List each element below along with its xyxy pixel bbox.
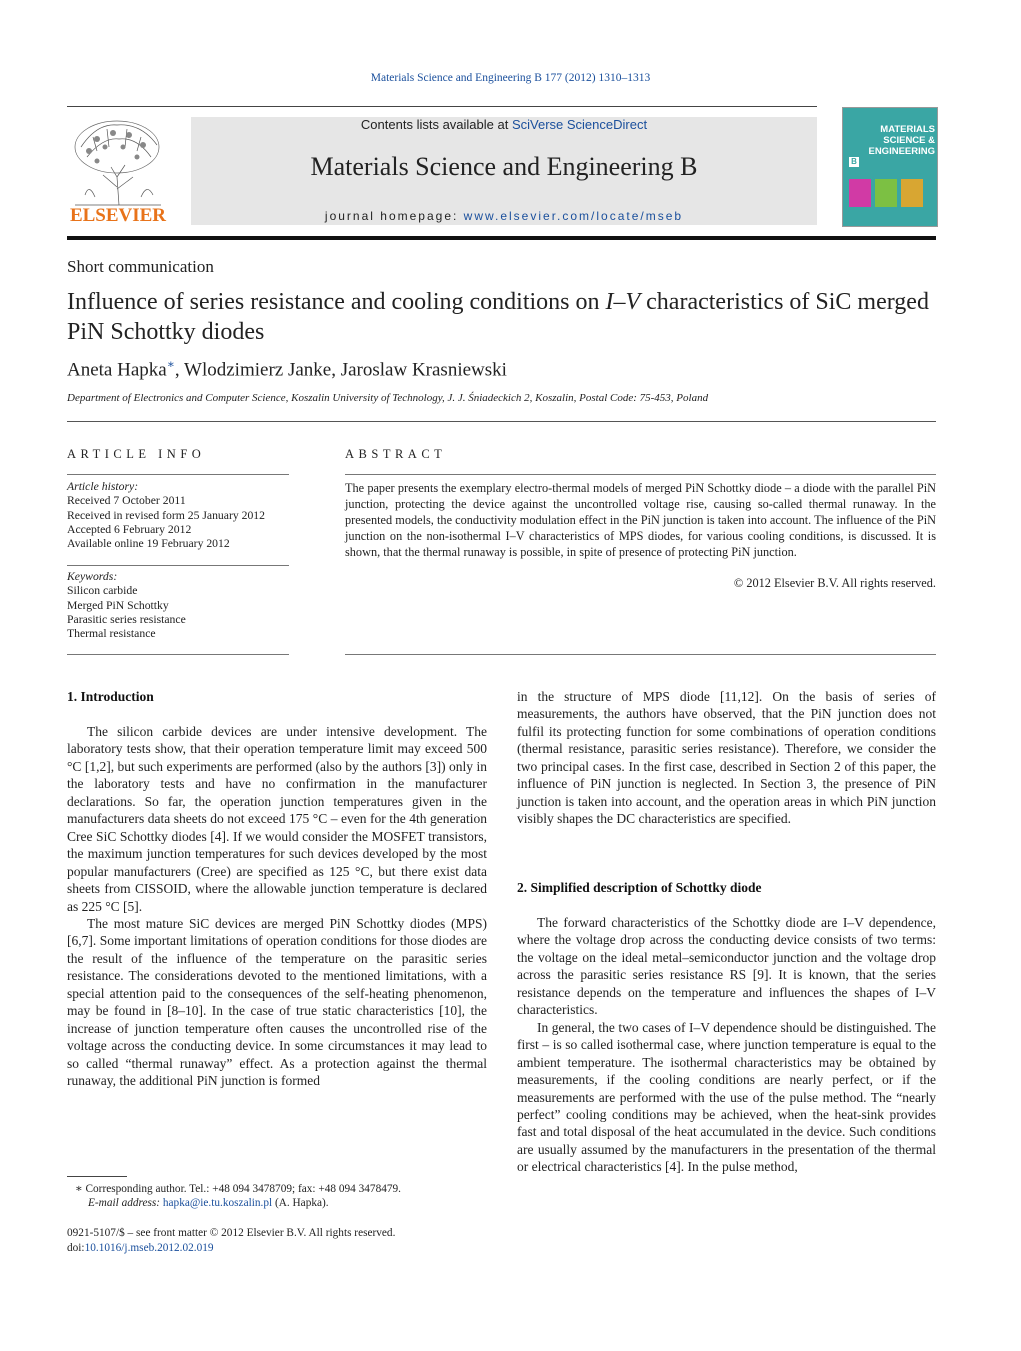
email-link[interactable]: hapka@ie.tu.koszalin.pl xyxy=(162,1197,273,1209)
keywords-rule xyxy=(67,565,289,566)
history-label: Article history: xyxy=(67,480,139,493)
email-suffix: (A. Hapka). xyxy=(272,1197,329,1209)
article-info-rule xyxy=(67,474,289,475)
keyword: Merged PiN Schottky xyxy=(67,598,169,612)
cover-picture xyxy=(901,179,923,207)
history-item: Received 7 October 2011 xyxy=(67,494,186,508)
title-part: characteristics of SiC merged PiN Schottky diodes xyxy=(67,289,929,345)
homepage-prefix: journal homepage: xyxy=(324,209,464,223)
abstract-bottom-rule xyxy=(345,654,936,655)
author-name: Aneta Hapka xyxy=(67,359,167,381)
contents-line xyxy=(191,117,817,132)
cover-letter: B xyxy=(849,157,859,167)
article-history xyxy=(67,480,307,551)
copyright: © 2012 Elsevier B.V. All rights reserved. xyxy=(733,576,936,590)
doi-line xyxy=(67,1241,497,1256)
keyword: Parasitic series resistance xyxy=(67,612,186,626)
homepage-link[interactable]: www.elsevier.com/locate/mseb xyxy=(463,209,684,223)
title-iv: I–V xyxy=(605,289,641,315)
header-thick-rule xyxy=(67,236,936,240)
section-heading: 2. Simplified description of Schottky diode xyxy=(517,880,762,895)
cover-title-line: ENGINEERING xyxy=(868,146,935,157)
history-item: Accepted 6 February 2012 xyxy=(67,522,192,536)
paragraph: in the structure of MPS diode [11,12]. On the basis of series of measurements, the authors have observed, that the PiN junction does not fulfil its protecting function for some combinations of operation conditions (thermal resistance, parasitic series resistance). Therefore, we consider the two principal cases. In the first case, described in Section 2 of this paper, the influence of PiN junction is neglected. In Section 3, the presence of PiN junction is taken into account, and the operation areas in which PiN junction visibly shapes the DC characteristics are specified. xyxy=(517,689,936,827)
issn-line: 0921-5107/$ – see front matter © 2012 Elsevier B.V. All rights reserved. xyxy=(67,1227,396,1239)
section-heading: 1. Introduction xyxy=(67,689,154,704)
keyword: Thermal resistance xyxy=(67,627,156,641)
body-column-left xyxy=(67,723,487,1090)
keywords xyxy=(67,570,307,641)
doi-prefix: doi: xyxy=(67,1242,85,1254)
cover-title xyxy=(851,124,935,157)
article-info-heading: ARTICLE INFO xyxy=(67,447,206,461)
journal-cover-image xyxy=(842,107,938,227)
article-title xyxy=(67,287,947,347)
footnote-rule xyxy=(67,1176,127,1177)
elsevier-wordmark: ELSEVIER xyxy=(69,205,167,226)
journal-homepage xyxy=(191,209,817,223)
doi-link[interactable]: 10.1016/j.mseb.2012.02.019 xyxy=(84,1242,214,1254)
paragraph: The most mature SiC devices are merged PiN Schottky diodes (MPS) [6,7]. Some important limitations of operation conditions for those diodes are the result of the influence of the temperature on the parasitic series resistance. The considerations devoted to the mentioned limitations, with a special attention paid to the consequences of the self-heating phenomenon, may be found in [8–10]. In the case of true static characteristics [10], the increase of junction temperature often causes the uncontrolled rise of the voltage across the conducting device. In some circumstances it may lead to so called “thermal runaway” effect. As a protection against the thermal runaway, the additional PiN junction is formed xyxy=(67,915,487,1089)
article-info-bottom-rule xyxy=(67,654,289,655)
keyword: Silicon carbide xyxy=(67,584,138,598)
keywords-label: Keywords: xyxy=(67,570,118,583)
abstract-text: The paper presents the exemplary electro-thermal models of merged PiN Schottky diode – a diode with the parallel PiN junction, protecting the device against the uncontrolled voltage rise, causing so-called thermal runaway. In the presented models, the conductivity modulation effect in the PiN junction is taken into account. The influence of the PiN junction on the non-isothermal I–V characteristics of MPS diodes, for various cooling conditions, is discussed. It is shown, that the thermal runaway is possible, in spite of presence of protecting PiN junction. xyxy=(345,481,936,559)
email-footnote xyxy=(88,1196,508,1211)
header-rule xyxy=(67,106,817,107)
article-type: Short communication xyxy=(67,257,214,276)
corresponding-footnote: ∗ Corresponding author. Tel.: +48 094 3478709; fax: +48 094 3478479. xyxy=(75,1183,401,1195)
abstract-rule xyxy=(345,474,936,475)
author-list xyxy=(67,357,507,381)
abstract-heading: ABSTRACT xyxy=(345,447,447,461)
author-names: , Wlodzimierz Janke, Jaroslaw Krasniewski xyxy=(174,359,507,381)
affiliation-rule xyxy=(67,421,936,422)
paragraph: The silicon carbide devices are under intensive development. The laboratory tests show, that their operation temperature limit may exceed 500 °C [1,2], but such experiments are performed (also by the authors [3]) only in the laboratory tests and have no confirmation in the manufacturer declarations. So far, the operation junction temperatures given in the manufacturers data sheets do not exceed 175 °C – even for the 4th generation Cree SiC Schottky diodes [4]. If we would consider the MOSFET transistors, the maximum junction temperatures for such devices developed by the most popular manufacturers (Cree) are specified as 125 °C, but there exist data sheets from CISSOID, where the allowable junction temperature is declared as 225 °C [5]. xyxy=(67,724,487,914)
journal-title: Materials Science and Engineering B xyxy=(310,152,698,181)
sciencedirect-link[interactable]: SciVerse ScienceDirect xyxy=(511,117,648,132)
cover-title-line: MATERIALS xyxy=(880,124,935,135)
paragraph: In general, the two cases of I–V dependence should be distinguished. The first – is so called isothermal case, where junction temperature is equal to the ambient temperature. The isothermal characteristics may be obtained by measurements, if the cooling conditions are nearly perfect, or if the measurements are performed with the use of the pulse method. The “nearly perfect” cooling conditions may be achieved, when the heat-sink provides fast and total disposal of the heat accumulated in the device. Such conditions are usually assumed by the manufacturers in the presentation of the thermal or electrical characteristics [4]. In the pulse method, xyxy=(517,1019,936,1175)
journal-citation[interactable]: Materials Science and Engineering B 177 (2012) 1310–1313 xyxy=(370,72,651,84)
corresponding-author-link[interactable]: ∗ xyxy=(166,357,175,371)
cover-title-line: SCIENCE & xyxy=(883,135,935,146)
contents-prefix: Contents lists available at xyxy=(360,117,512,132)
title-part: Influence of series resistance and cooling conditions on xyxy=(67,289,606,315)
affiliation: Department of Electronics and Computer Science, Koszalin University of Technology, J. J. Śniadeckich 2, Koszalin, Postal Code: 75-453, Poland xyxy=(67,392,709,404)
cover-picture xyxy=(849,179,871,207)
history-item: Received in revised form 25 January 2012 xyxy=(67,508,265,522)
cover-picture xyxy=(875,179,897,207)
email-label: E-mail address: xyxy=(88,1197,163,1209)
body-column-right-section2 xyxy=(517,914,936,1176)
paragraph: The forward characteristics of the Schottky diode are I–V dependence, where the voltage drop across the conducting device consists of two terms: the voltage on the ideal metal–semiconductor junction and the voltage drop across the parasitic series resistance RS [9]. It is known, that the series resistance depends on the temperature and influences the shapes of I–V characteristics. xyxy=(517,915,936,1018)
body-column-right xyxy=(517,688,936,828)
history-item: Available online 19 February 2012 xyxy=(67,537,230,551)
